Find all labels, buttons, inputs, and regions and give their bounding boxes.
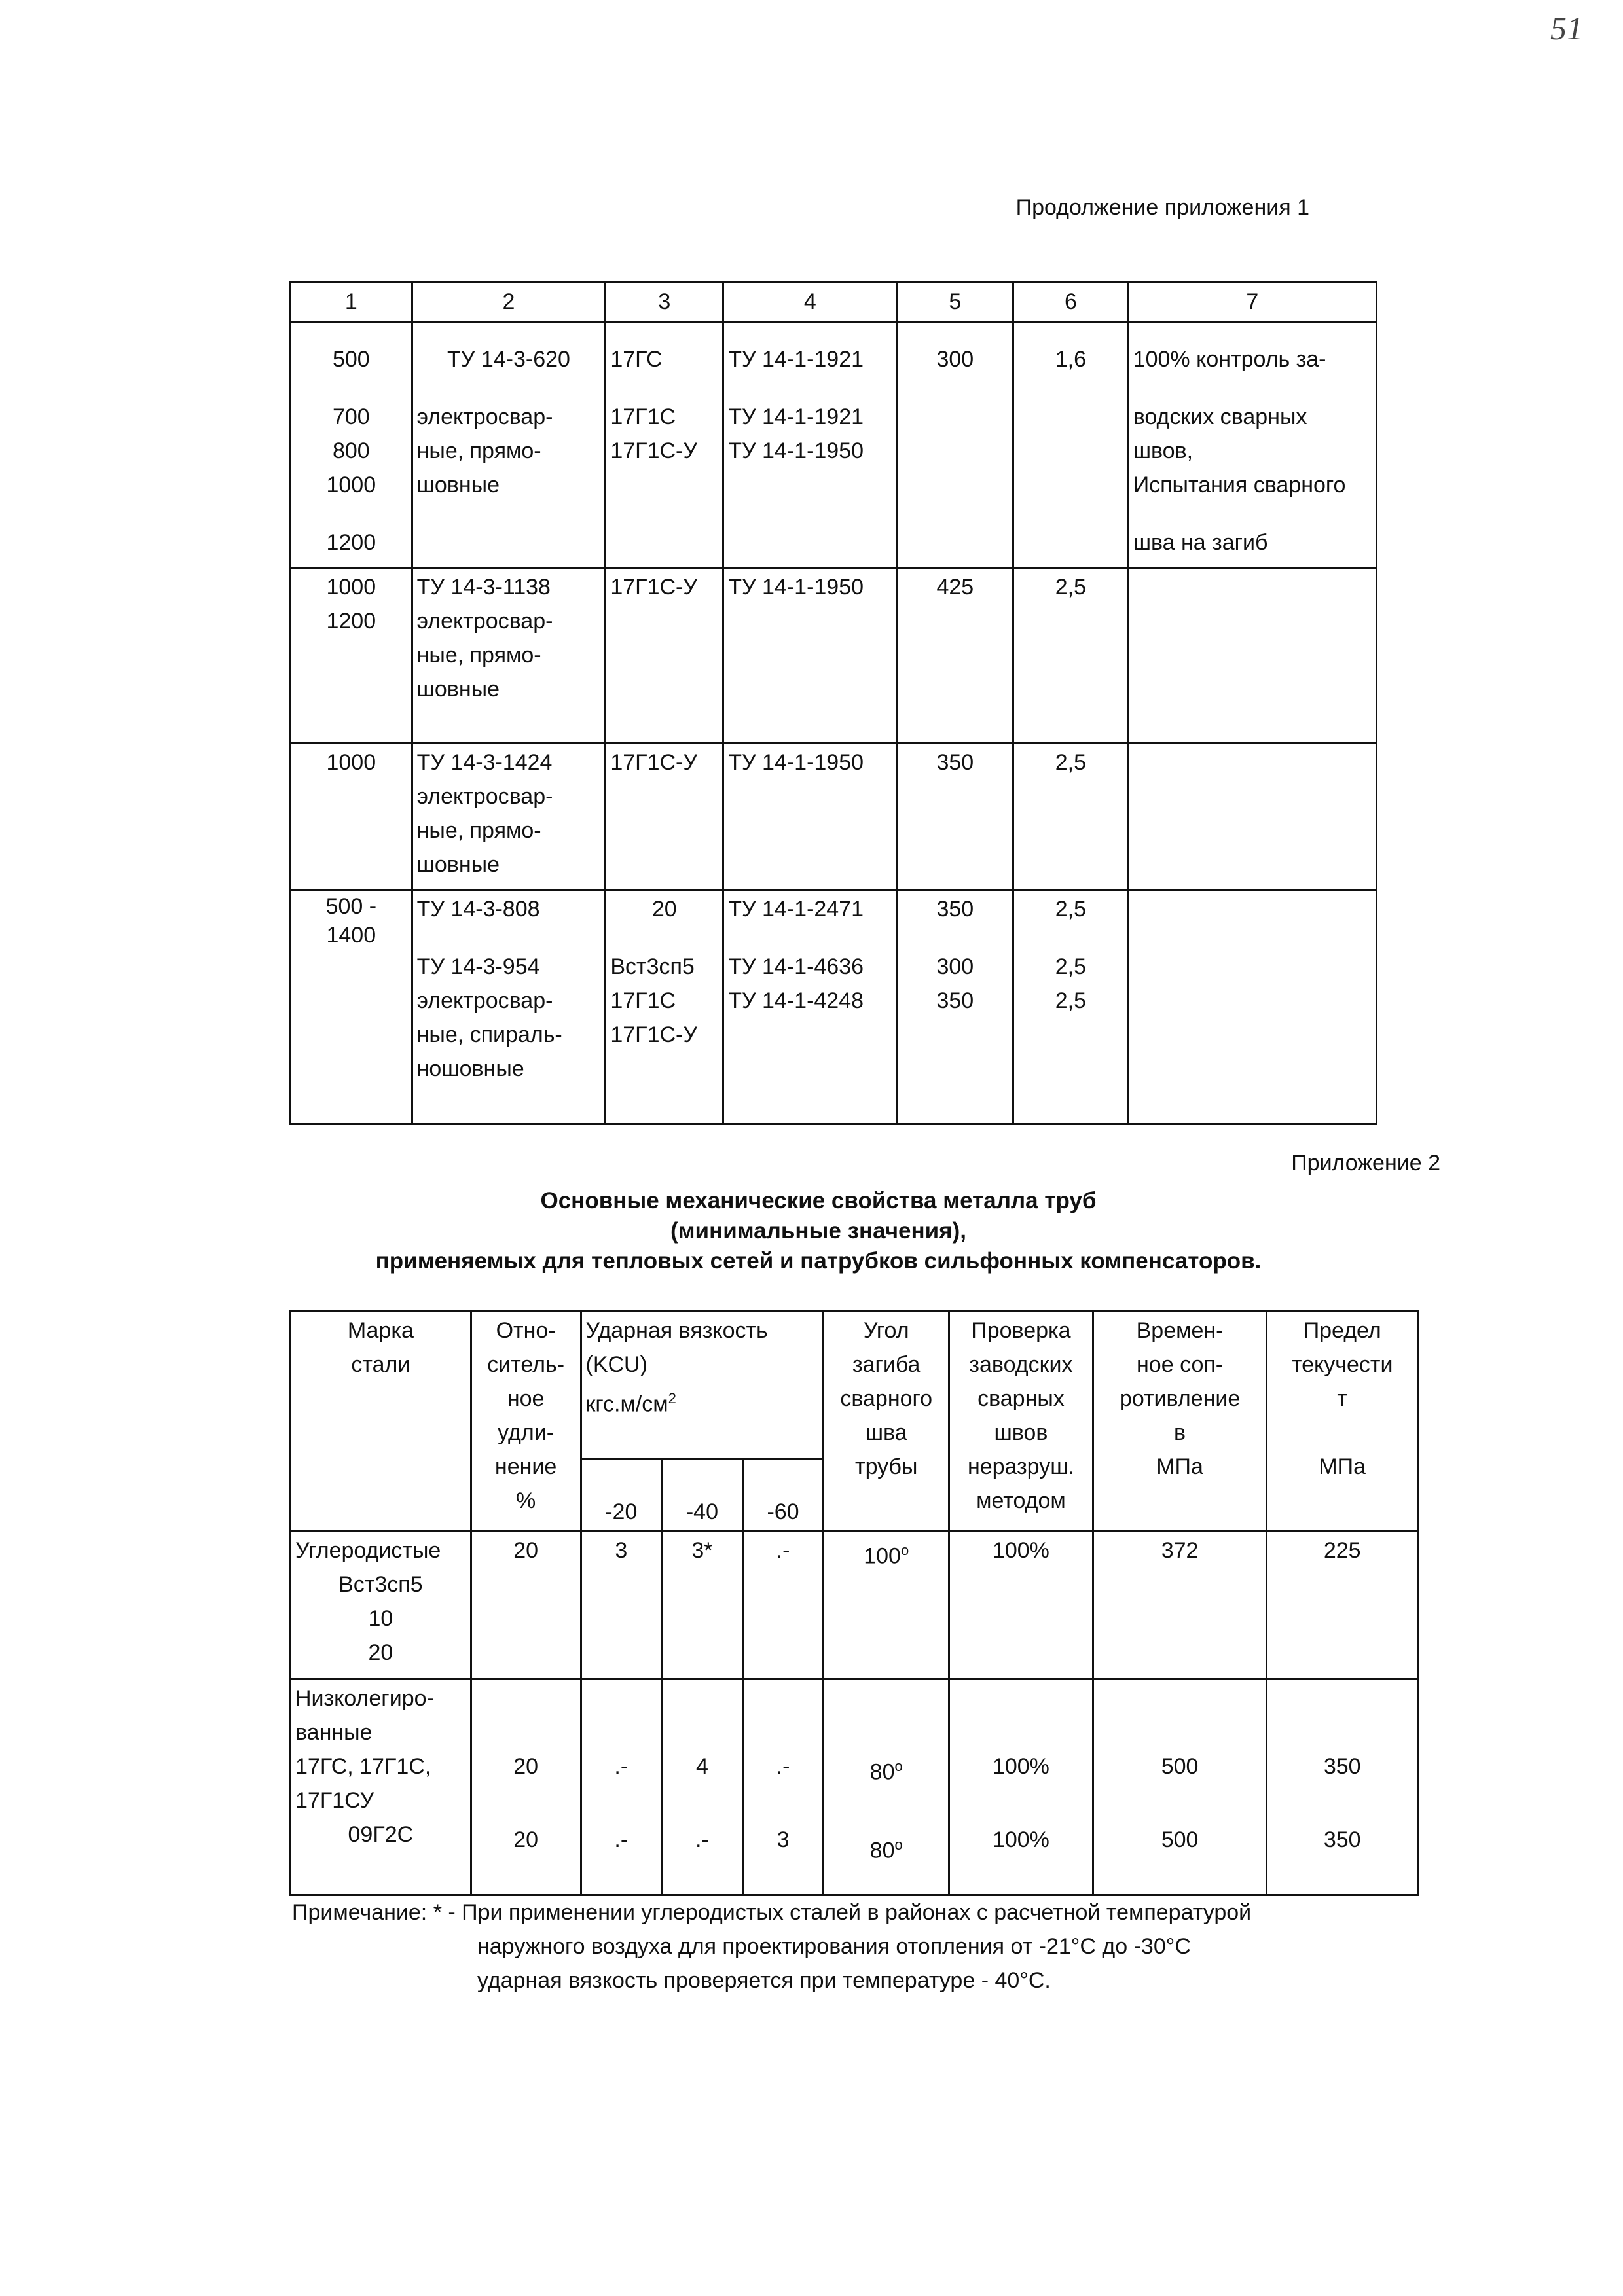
- continuation-label: Продолжение приложения 1: [1015, 195, 1309, 220]
- steel-cell: [606, 890, 723, 1124]
- cell-line: (KCU): [585, 1352, 647, 1377]
- cell-line: ситель-: [487, 1352, 565, 1377]
- cell-line: ротивление: [1119, 1386, 1241, 1411]
- cell-line: 3: [776, 1827, 790, 1852]
- cell-line: 20: [651, 897, 677, 922]
- title-line: применяемых для тепловых сетей и патрубков сильфонных компенсаторов.: [375, 1248, 1262, 1274]
- impact-40-cell: 3*: [662, 1532, 743, 1679]
- header-elongation: [471, 1312, 581, 1532]
- cell-line: 100% контроль за-: [1133, 347, 1326, 372]
- cell-line: ТУ 14-3-1138: [416, 575, 551, 600]
- cell-line: 425: [936, 575, 974, 600]
- elongation-cell: [471, 1679, 581, 1895]
- degree-sign: o: [894, 1758, 903, 1774]
- cell-line: ТУ 14-3-1424: [416, 750, 553, 775]
- cell-line: ные, прямо-: [416, 643, 541, 668]
- cell-line: стали: [351, 1352, 410, 1377]
- yield-cell: 225: [1267, 1532, 1418, 1679]
- tu-cell: [412, 890, 606, 1124]
- cell-line: 1200: [326, 530, 376, 555]
- cell-line: ные, прямо-: [416, 439, 541, 463]
- col-header: 1: [291, 283, 412, 322]
- cell-line: швов: [994, 1420, 1048, 1445]
- degree-sign: o: [894, 1837, 903, 1854]
- cell-line: 800: [332, 439, 370, 463]
- table-row: [291, 890, 1377, 1124]
- note-cell: [1128, 322, 1376, 568]
- table-row: [291, 744, 1377, 890]
- cell-line: ное соп-: [1137, 1352, 1224, 1377]
- bend-angle-cell: [824, 1532, 949, 1679]
- cell-line: 100%: [992, 1827, 1049, 1852]
- cell-line: трубы: [855, 1454, 918, 1479]
- cell-line: сварного: [840, 1386, 933, 1411]
- steel-cell: [606, 744, 723, 890]
- impact-20-cell: [581, 1679, 662, 1895]
- cell-line: Ударная вязкость: [585, 1318, 768, 1343]
- standard-cell: [723, 890, 897, 1124]
- cell-line: 09Г2С: [348, 1822, 414, 1847]
- cell-line: 350: [1323, 1827, 1361, 1852]
- value6-cell: [1013, 322, 1129, 568]
- cell-line: 100%: [992, 1754, 1049, 1779]
- standard-cell: [723, 322, 897, 568]
- cell-line: ТУ 14-1-4636: [728, 954, 864, 979]
- steel-cell: [606, 322, 723, 568]
- impact-60-cell: .-: [742, 1532, 824, 1679]
- col-header: 4: [723, 283, 897, 322]
- value6-cell: [1013, 890, 1129, 1124]
- cell-line: 1000: [326, 575, 376, 600]
- cell-line: ношовные: [416, 1056, 524, 1081]
- table-header-row: [291, 1312, 1418, 1459]
- page-number: 51: [1550, 10, 1583, 46]
- col-header: 7: [1128, 283, 1376, 322]
- cell-line: неразруш.: [967, 1454, 1074, 1479]
- appendix-2-label: Приложение 2: [1291, 1151, 1440, 1175]
- weld-check-cell: 100%: [949, 1532, 1093, 1679]
- header-impact: [581, 1312, 824, 1459]
- value6-cell: [1013, 744, 1129, 890]
- note-cell: [1128, 568, 1376, 744]
- cell-line: ТУ 14-1-4248: [728, 988, 864, 1013]
- cell-line: загиба: [852, 1352, 921, 1377]
- cell-line: ные, спираль-: [416, 1022, 562, 1047]
- note-cell: [1128, 890, 1376, 1124]
- impact-60-cell: [742, 1679, 824, 1895]
- cell-line: 2,5: [1055, 897, 1087, 922]
- cell-line: 10: [368, 1606, 393, 1631]
- footnote-line: Примечание: * - При применении углеродистых сталей в районах с расчетной температурой: [292, 1900, 1252, 1925]
- cell-line: 17Г1С: [610, 404, 676, 429]
- header-temp: -40: [662, 1459, 743, 1532]
- cell-line: удли-: [498, 1420, 555, 1445]
- cell-line: [586, 1382, 819, 1421]
- cell-line: сварных: [977, 1386, 1065, 1411]
- cell-line: 500: [332, 347, 370, 372]
- cell-line: шва на загиб: [1133, 530, 1268, 555]
- cell-line: Углеродистые: [295, 1538, 441, 1563]
- cell-line: швов,: [1133, 439, 1194, 463]
- cell-line: %: [516, 1488, 536, 1513]
- cell-line: Испытания сварного: [1133, 473, 1346, 497]
- cell-line: 1400: [326, 923, 376, 948]
- cell-line: 350: [936, 897, 974, 922]
- cell-line: водских сварных: [1133, 404, 1307, 429]
- cell-line: электросвар-: [416, 609, 553, 634]
- title-line: (минимальные значения),: [670, 1218, 966, 1244]
- angle-value: 100: [864, 1543, 901, 1569]
- standard-cell: [723, 568, 897, 744]
- header-weld-check: [949, 1312, 1093, 1532]
- cell-line: МПа: [1156, 1454, 1203, 1479]
- footnote-line: ударная вязкость проверяется при температуре - 40°С.: [477, 1968, 1051, 1993]
- cell-line: ные, прямо-: [416, 818, 541, 843]
- cell-line: ТУ 14-1-1950: [728, 575, 864, 600]
- tu-cell: [412, 322, 606, 568]
- cell-line: электросвар-: [416, 404, 553, 429]
- cell-line: .-: [614, 1754, 629, 1779]
- cell-line: нение: [494, 1454, 557, 1479]
- cell-line: Угол: [863, 1318, 909, 1343]
- cell-line: 17Г1С-У: [610, 750, 697, 775]
- steel-cell: [291, 1532, 471, 1679]
- impact-unit-sup: 2: [668, 1390, 676, 1407]
- cell-line: ТУ 14-1-1921: [728, 404, 864, 429]
- impact-unit: кгс.м/см: [585, 1391, 668, 1417]
- tu-cell: [412, 568, 606, 744]
- col-header: 6: [1013, 283, 1129, 322]
- table-row: [291, 1532, 1418, 1679]
- cell-line: .-: [776, 1754, 790, 1779]
- footnote: [292, 1895, 1251, 1998]
- mechanical-properties-table: [289, 1310, 1419, 1896]
- cell-line: ТУ 14-3-620: [447, 347, 570, 372]
- cell-line: 17Г1С-У: [610, 439, 697, 463]
- cell-line: 1,6: [1055, 347, 1087, 372]
- footnote-line: наружного воздуха для проектирования отопления от -21°С до -30°С: [477, 1934, 1191, 1959]
- cell-line: ТУ 14-1-1950: [728, 439, 864, 463]
- cell-line: 17Г1С-У: [610, 575, 697, 600]
- col-header: 5: [897, 283, 1013, 322]
- diameter-cell: [291, 568, 412, 744]
- cell-line: 300: [936, 347, 974, 372]
- impact-20-cell: 3: [581, 1532, 662, 1679]
- elongation-cell: 20: [471, 1532, 581, 1679]
- value5-cell: [897, 322, 1013, 568]
- cell-line: .-: [695, 1827, 709, 1852]
- table-header-row: [291, 283, 1377, 322]
- cell-line: Вст3сп5: [610, 954, 695, 979]
- cell-line: ное: [507, 1386, 545, 1411]
- cell-line: ТУ 14-1-1950: [728, 750, 864, 775]
- cell-line: 20: [513, 1754, 539, 1779]
- cell-line: 17Г1СУ: [295, 1788, 374, 1813]
- cell-line: Времен-: [1136, 1318, 1224, 1343]
- cell-line: 350: [936, 988, 974, 1013]
- bend-angle-cell: [824, 1679, 949, 1895]
- cell-line: ТУ 14-3-808: [416, 897, 540, 922]
- impact-40-cell: [662, 1679, 743, 1895]
- angle-value: 80: [869, 1759, 895, 1785]
- tensile-cell: 372: [1093, 1532, 1267, 1679]
- header-tensile: [1093, 1312, 1267, 1532]
- yield-cell: [1267, 1679, 1418, 1895]
- cell-line: .-: [614, 1827, 629, 1852]
- table-row: [291, 322, 1377, 568]
- cell-line: ванные: [295, 1720, 373, 1745]
- cell-line: заводских: [969, 1352, 1073, 1377]
- cell-line: 500: [1161, 1827, 1199, 1852]
- cell-line: шовные: [416, 677, 500, 702]
- cell-line: шовные: [416, 473, 500, 497]
- cell-line: текучести: [1291, 1352, 1393, 1377]
- cell-line: Марка: [347, 1318, 414, 1343]
- table-row: [291, 568, 1377, 744]
- steel-cell: [291, 1679, 471, 1895]
- cell-line: 1000: [326, 473, 376, 497]
- cell-line: ТУ 14-3-954: [416, 954, 540, 979]
- degree-sign: o: [900, 1542, 909, 1558]
- cell-line: Низколегиро-: [295, 1686, 434, 1711]
- table-row: [291, 1679, 1418, 1895]
- cell-line: 2,5: [1055, 988, 1087, 1013]
- angle-value: 80: [869, 1838, 895, 1863]
- header-bend-angle: [824, 1312, 949, 1532]
- cell-line: электросвар-: [416, 988, 553, 1013]
- cell-line: Отно-: [496, 1318, 556, 1343]
- cell-line: в: [1174, 1420, 1186, 1445]
- header-steel: [291, 1312, 471, 1532]
- cell-line: ТУ 14-1-1921: [728, 347, 864, 372]
- steel-cell: [606, 568, 723, 744]
- cell-line: 17ГС: [610, 347, 663, 372]
- cell-line: 350: [936, 750, 974, 775]
- cell-line: электросвар-: [416, 784, 553, 809]
- cell-line: 20: [513, 1827, 539, 1852]
- col-header: 3: [606, 283, 723, 322]
- cell-line: 350: [1323, 1754, 1361, 1779]
- cell-line: Вст3сп5: [338, 1572, 423, 1597]
- cell-line: 1000: [326, 750, 376, 775]
- value6-cell: [1013, 568, 1129, 744]
- diameter-cell: [291, 744, 412, 890]
- title-line: Основные механические свойства металла труб: [540, 1188, 1097, 1213]
- cell-line: 17Г1С: [610, 988, 676, 1013]
- cell-line: 2,5: [1055, 954, 1087, 979]
- cell-line: ТУ 14-1-2471: [728, 897, 864, 922]
- cell-line: 500 -: [325, 894, 377, 919]
- tensile-cell: [1093, 1679, 1267, 1895]
- cell-line: 300: [936, 954, 974, 979]
- cell-line: 17Г1С-У: [610, 1022, 697, 1047]
- col-header: 2: [412, 283, 606, 322]
- cell-line: шовные: [416, 852, 500, 877]
- cell-line: т: [1337, 1386, 1347, 1411]
- cell-line: 500: [1161, 1754, 1199, 1779]
- cell-line: 4: [695, 1754, 708, 1779]
- cell-line: МПа: [1319, 1454, 1366, 1479]
- header-temp: -60: [742, 1459, 824, 1532]
- cell-line: шва: [865, 1420, 907, 1445]
- tu-cell: [412, 744, 606, 890]
- cell-line: 2,5: [1055, 575, 1087, 600]
- cell-line: 17ГС, 17Г1С,: [295, 1754, 431, 1779]
- cell-line: 700: [332, 404, 370, 429]
- value5-cell: [897, 890, 1013, 1124]
- cell-line: 20: [368, 1640, 393, 1665]
- diameter-cell: [291, 890, 412, 1124]
- cell-line: Проверка: [971, 1318, 1071, 1343]
- diameter-cell: [291, 322, 412, 568]
- cell-line: 2,5: [1055, 750, 1087, 775]
- cell-line: [828, 1749, 944, 1789]
- note-cell: [1128, 744, 1376, 890]
- cell-line: 1200: [326, 609, 376, 634]
- header-yield: [1267, 1312, 1418, 1532]
- cell-line: Предел: [1303, 1318, 1381, 1343]
- value5-cell: [897, 744, 1013, 890]
- weld-check-cell: [949, 1679, 1093, 1895]
- cell-line: методом: [976, 1488, 1066, 1513]
- standard-cell: [723, 744, 897, 890]
- section-title: [196, 1186, 1440, 1276]
- pipe-spec-table: [289, 281, 1377, 1125]
- header-temp: -20: [581, 1459, 662, 1532]
- cell-line: [828, 1828, 944, 1867]
- value5-cell: [897, 568, 1013, 744]
